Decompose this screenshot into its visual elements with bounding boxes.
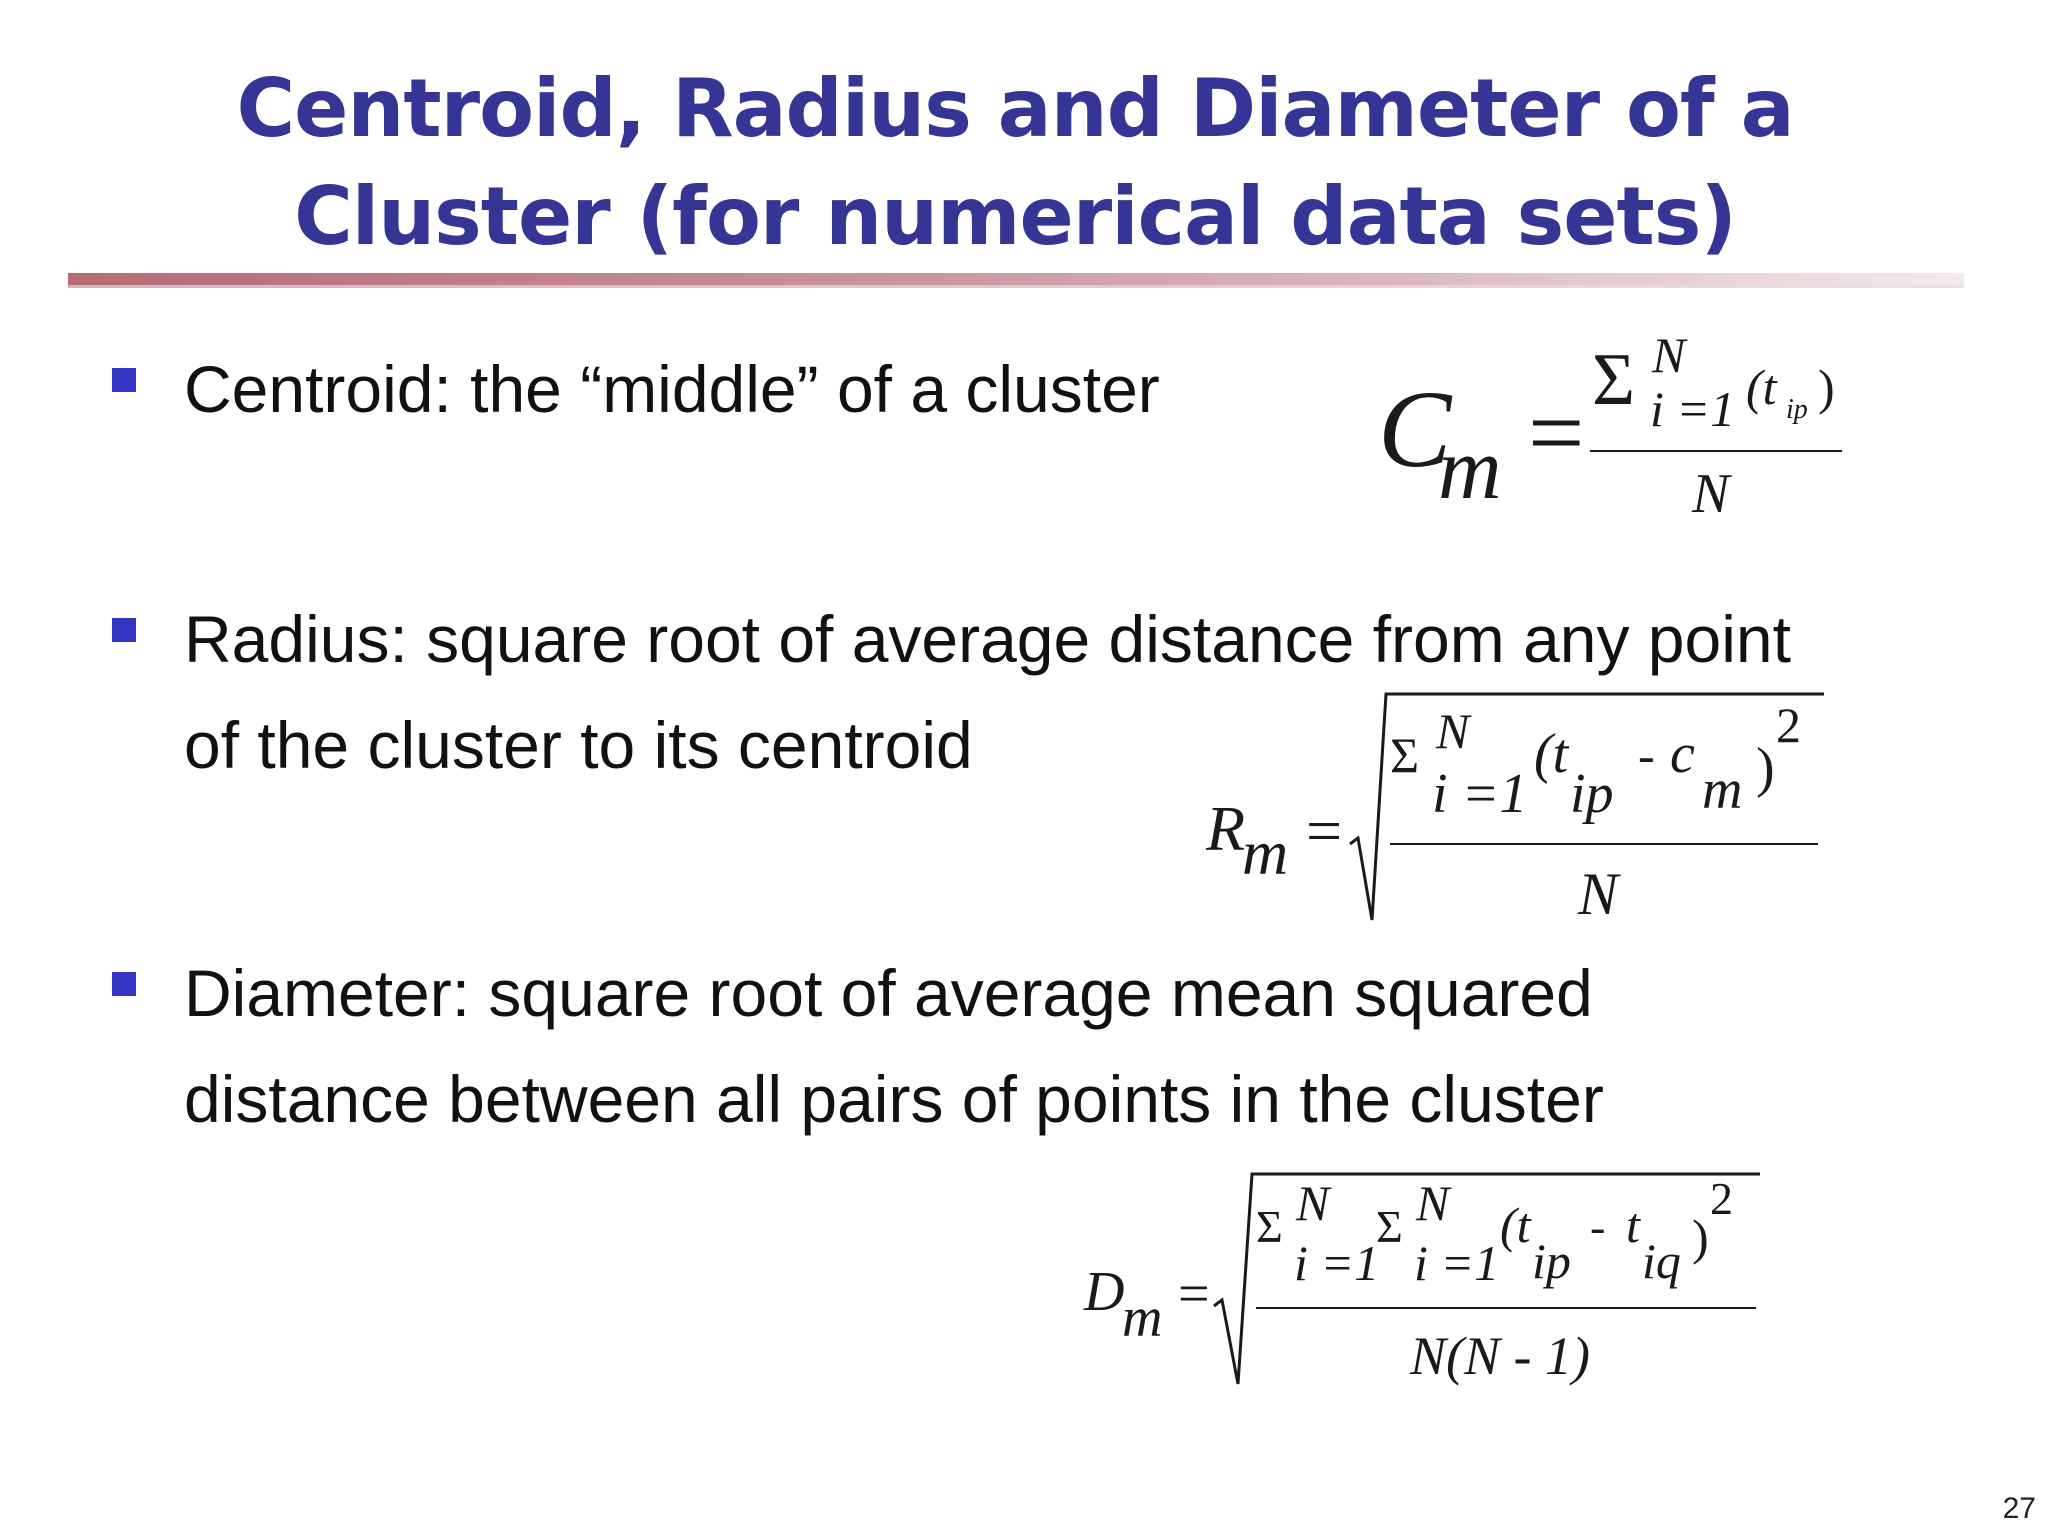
radius-t-sub: ip	[1570, 763, 1614, 825]
centroid-equals: =	[1528, 377, 1585, 488]
diameter-sigma-2: Σ	[1376, 1201, 1403, 1252]
diameter-equals: =	[1178, 1263, 1210, 1325]
diameter-denominator: N(N - 1)	[1410, 1326, 1590, 1386]
diameter-t1-sub: ip	[1532, 1233, 1571, 1289]
radius-denominator: N	[1578, 861, 1619, 927]
radius-c-sub: m	[1702, 759, 1743, 821]
diameter-t2: t	[1626, 1197, 1640, 1253]
diameter-text-line-2: distance between all pairs of points in the cluster	[184, 1062, 1604, 1136]
radius-upper: N	[1436, 703, 1470, 759]
radius-lower: i =1	[1432, 763, 1528, 825]
diameter-close: )	[1692, 1209, 1709, 1265]
centroid-upper: N	[1652, 330, 1686, 383]
diameter-upper-2: N	[1416, 1175, 1450, 1231]
diameter-minus: -	[1590, 1201, 1606, 1252]
diameter-power: 2	[1710, 1173, 1733, 1224]
centroid-term-close: )	[1818, 359, 1835, 415]
bullet-square-icon	[112, 972, 136, 996]
radius-text-line-2: of the cluster to its centroid	[184, 708, 973, 782]
diameter-upper-1: N	[1296, 1175, 1330, 1231]
diameter-lhs: D	[1084, 1261, 1125, 1323]
diameter-lhs-sub: m	[1122, 1287, 1163, 1349]
radius-formula	[1200, 690, 1840, 930]
diameter-lower-2: i =1	[1414, 1235, 1500, 1291]
centroid-denominator: N	[1692, 463, 1730, 525]
diameter-sigma-1: Σ	[1256, 1201, 1283, 1252]
diameter-formula	[1080, 1170, 1780, 1400]
slide-number: 27	[2002, 1492, 2036, 1525]
centroid-text: Centroid: the “middle” of a cluster	[184, 352, 1160, 426]
radius-lhs-sub: m	[1242, 817, 1289, 888]
centroid-term: (t	[1746, 359, 1777, 415]
centroid-lhs: C	[1378, 368, 1452, 490]
title-divider	[68, 273, 1964, 285]
bullet-square-icon	[112, 618, 136, 642]
diameter-open: (t	[1500, 1197, 1531, 1253]
title-line-1: Centroid, Radius and Diameter of a	[236, 62, 1794, 155]
radius-open: (t	[1534, 723, 1569, 785]
diameter-lower-1: i =1	[1294, 1235, 1380, 1291]
slide-title	[0, 55, 2030, 271]
diameter-text-line-1: Diameter: square root of average mean squared	[184, 956, 1593, 1030]
centroid-lower: i =1	[1650, 381, 1736, 437]
radius-text-line-1: Radius: square root of average distance from any point	[184, 602, 1791, 676]
centroid-formula	[1370, 330, 1890, 530]
bullet-square-icon	[112, 368, 136, 392]
radius-sigma: Σ	[1390, 727, 1420, 783]
radius-minus: -	[1638, 727, 1655, 783]
radius-close: )	[1756, 737, 1775, 799]
radius-c: c	[1670, 723, 1695, 785]
title-divider-shadow	[68, 285, 1964, 288]
radius-equals: =	[1306, 795, 1343, 866]
centroid-term-sub: ip	[1786, 394, 1808, 425]
title-line-2: Cluster (for numerical data sets)	[294, 170, 1736, 263]
radius-lhs: R	[1206, 793, 1246, 864]
centroid-sigma: Σ	[1592, 339, 1636, 421]
radius-power: 2	[1776, 697, 1801, 753]
diameter-t2-sub: iq	[1642, 1233, 1681, 1289]
centroid-lhs-sub: m	[1438, 421, 1502, 518]
